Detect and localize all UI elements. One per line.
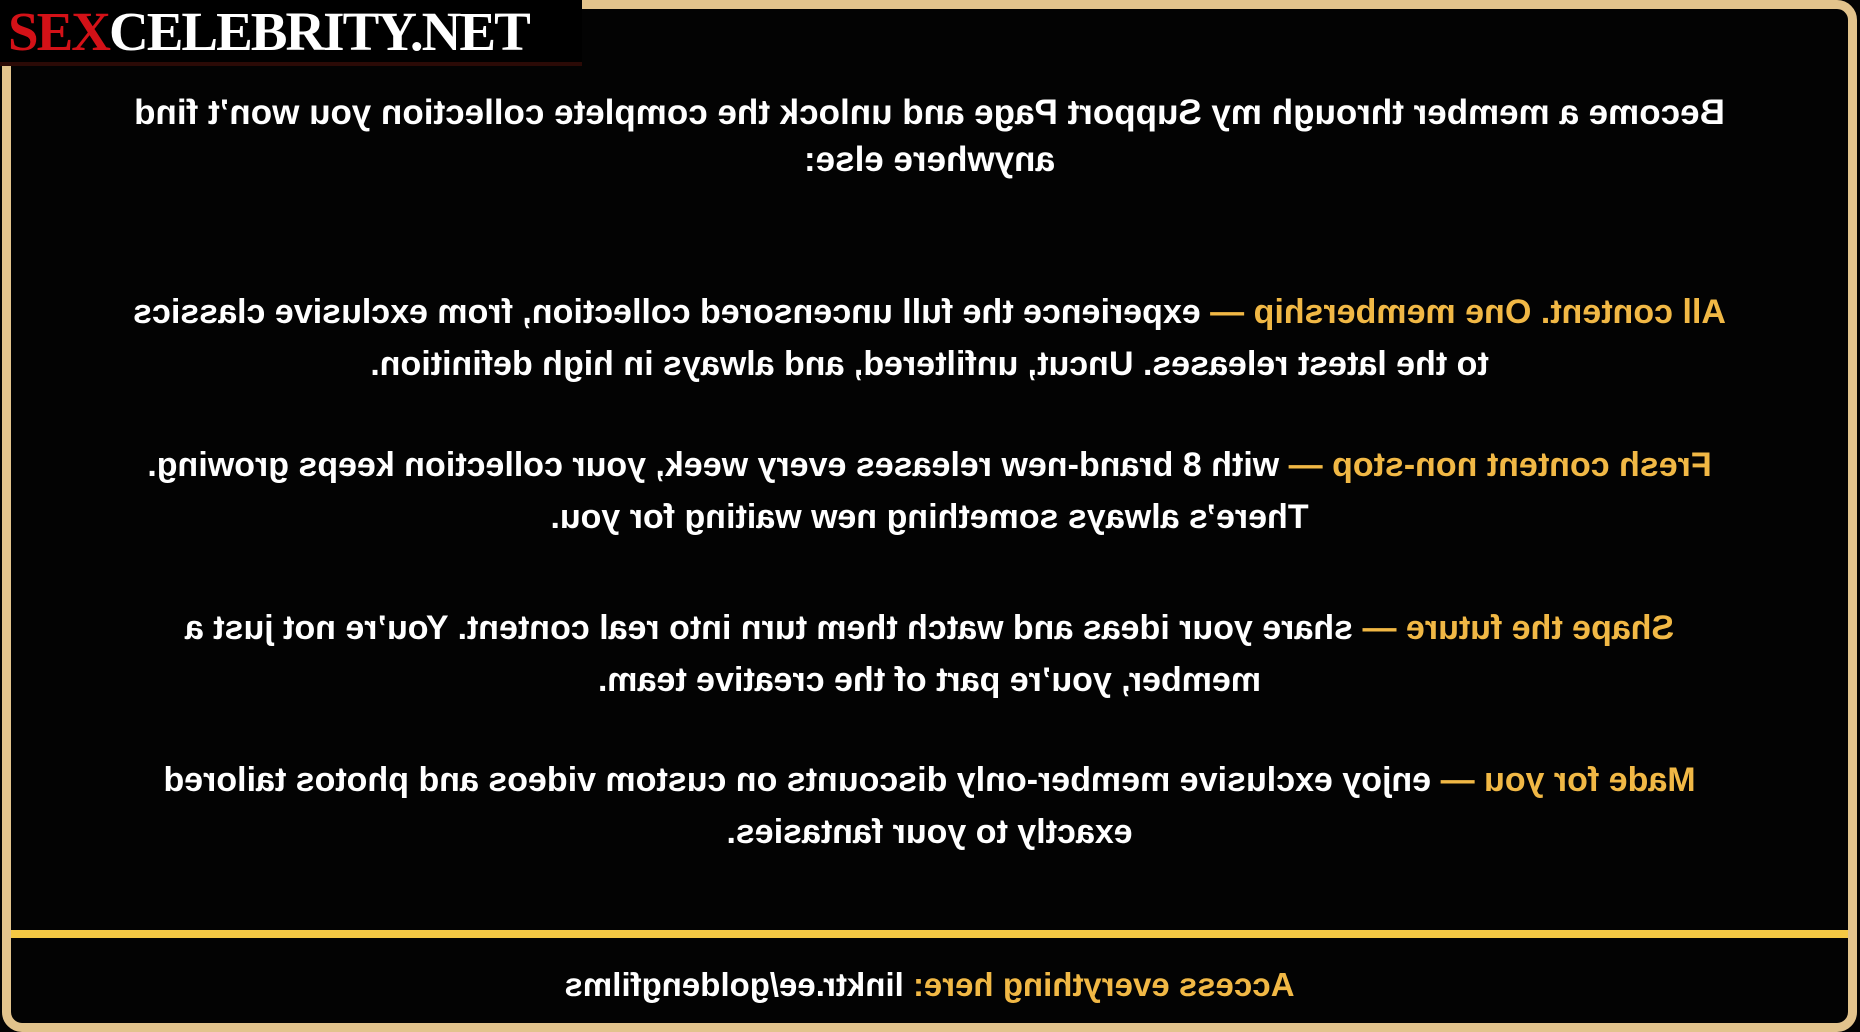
intro-line-2: anywhere else:	[804, 140, 1055, 179]
linktree-url[interactable]: linktr.ee/goldengfilms	[564, 966, 904, 1003]
benefit-rest: experience the full uncensored collection, from exclusive classics	[133, 293, 1211, 331]
benefit-rest: with 8 brand-new releases every week, your collection keeps growing.	[147, 446, 1289, 484]
benefit-line-2: member, you’re part of the creative team.	[597, 661, 1262, 699]
benefit-rest: share your ideas and watch them turn into real content. You’re not just a	[184, 609, 1363, 647]
site-logo[interactable]	[0, 0, 582, 66]
benefit-line-1	[51, 286, 1808, 338]
benefit-all-content	[11, 286, 1848, 390]
benefit-lead: Fresh content non-stop —	[1288, 446, 1712, 484]
benefit-made-for-you	[11, 754, 1848, 858]
benefit-line-2: to the latest releases. Uncut, unfiltered, and always in high definition.	[370, 345, 1489, 383]
benefit-fresh-content	[11, 439, 1848, 543]
footer-access-line	[11, 965, 1848, 1005]
intro-line-1: Become a member through my Support Page and unlock the complete collection you won’t find	[134, 93, 1725, 132]
site-logo-text	[8, 0, 529, 62]
mirrored-content	[11, 10, 1848, 1022]
benefit-line-1	[51, 439, 1808, 491]
benefit-line-2: There’s always something new waiting for you.	[550, 498, 1309, 536]
benefit-line-2: exactly to your fantasies.	[726, 813, 1133, 851]
benefit-lead: Made for you —	[1440, 761, 1696, 799]
footer-label: Access everything here:	[903, 966, 1295, 1003]
benefit-rest: enjoy exclusive member-only discounts on custom videos and photos tailored	[163, 761, 1441, 799]
benefit-line-1	[51, 754, 1808, 806]
benefit-line-1	[51, 602, 1808, 654]
benefit-shape-future	[11, 602, 1848, 706]
gold-divider-line	[11, 930, 1848, 938]
benefit-lead: All content. One membership —	[1210, 293, 1726, 331]
intro-text	[11, 89, 1848, 183]
benefit-lead: Shape the future —	[1362, 609, 1675, 647]
logo-red-part: SEX	[8, 0, 109, 62]
logo-white-part: CELEBRITY.NET	[109, 0, 529, 62]
